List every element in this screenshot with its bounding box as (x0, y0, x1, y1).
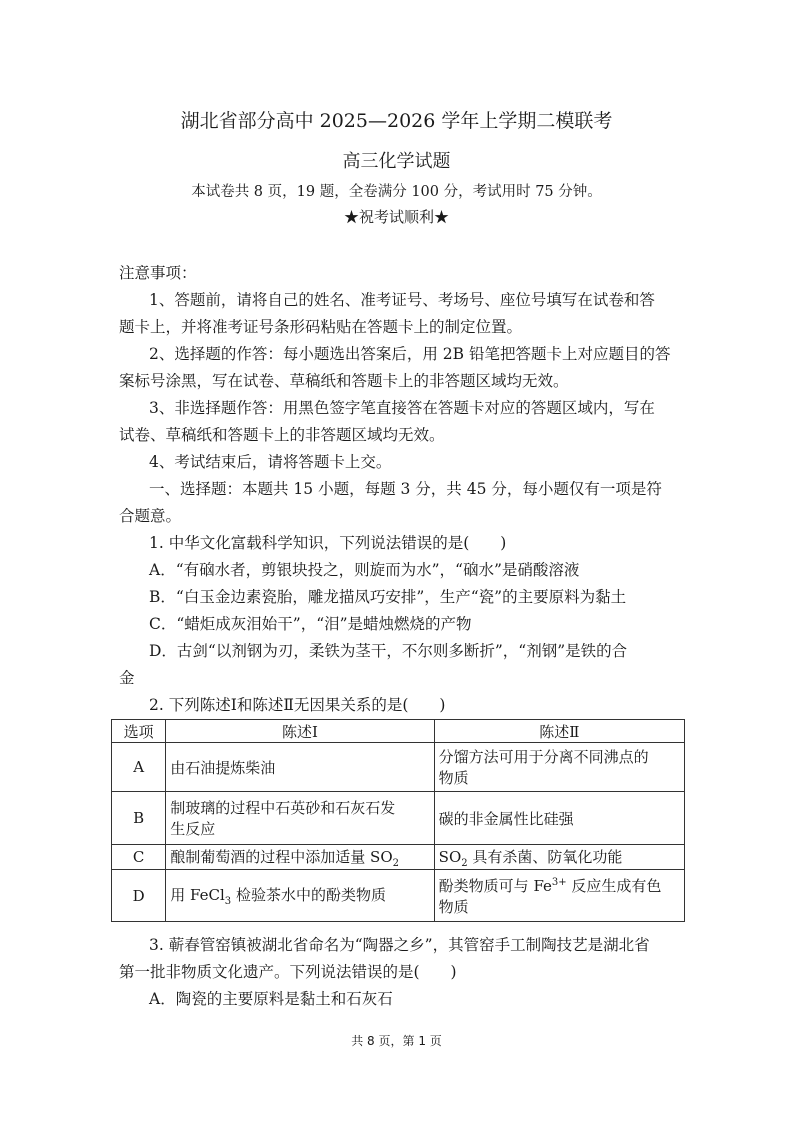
table-header-row (112, 720, 685, 743)
table-row (112, 792, 685, 845)
table-row (112, 845, 685, 870)
table-row (112, 870, 685, 922)
q2-table (111, 719, 685, 922)
q3-stem-line-1: 3. 蕲春管窑镇被湖北省命名为“陶器之乡”，其管窑手工制陶技艺是湖北省 (149, 936, 650, 954)
table-header-option: 选项 (112, 720, 166, 743)
q1-option-d-continued: 金 (119, 669, 135, 687)
table-header-statement-2: 陈述Ⅱ (434, 720, 684, 743)
row-b-statement-2: 碳的非金属性比硅强 (434, 792, 684, 845)
exam-info: 本试卷共 8 页，19 题，全卷满分 100 分，考试用时 75 分钟。 (191, 184, 602, 200)
row-a-statement-1: 由石油提炼柴油 (166, 743, 434, 792)
notice-item-1-line-1: 1、答题前，请将自己的姓名、准考证号、考场号、座位号填写在试卷和答 (149, 291, 655, 309)
row-a-option: A (112, 743, 166, 792)
table-row (112, 743, 685, 792)
q1-option-b: B．“白玉金边素瓷胎，雕龙描凤巧安排”，生产“瓷”的主要原料为黏土 (149, 588, 627, 606)
row-d-statement-2: 酚类物质可与 $Fe^{3+}$ 反应生成有色 物质 (434, 870, 684, 922)
section-heading-line-1: 一、选择题：本题共 15 小题，每题 3 分，共 45 分，每小题仅有一项是符 (149, 480, 662, 498)
row-b-option: B (112, 792, 166, 845)
table-header-statement-1: 陈述Ⅰ (166, 720, 434, 743)
exam-subtitle: 高三化学试题 (342, 151, 451, 172)
row-c-statement-1: 酿制葡萄酒的过程中添加适量 $SO_2$ (166, 845, 434, 870)
q1-option-c: C．“蜡炬成灰泪始干”，“泪”是蜡烛燃烧的产物 (149, 615, 472, 633)
notice-item-4: 4、考试结束后，请将答题卡上交。 (149, 453, 392, 471)
q1-option-d: D．古剑“以剂钢为刃，柔铁为茎干，不尔则多断折”，“剂钢”是铁的合 (149, 642, 628, 660)
notice-item-3-line-2: 试卷、草稿纸和答题卡上的非答题区域均无效。 (119, 426, 445, 444)
notice-heading: 注意事项： (119, 264, 197, 282)
q1-option-a: A．“有硇水者，剪银块投之，则旋而为水”，“硇水”是硝酸溶液 (149, 561, 580, 579)
section-heading-line-2: 合题意。 (119, 507, 182, 525)
exam-title: 湖北省部分高中 2025—2026 学年上学期二模联考 (180, 110, 613, 132)
row-c-statement-2: $SO_2$ 具有杀菌、防氧化功能 (434, 845, 684, 870)
notice-item-3-line-1: 3、非选择题作答：用黑色签字笔直接答在答题卡对应的答题区域内，写在 (149, 399, 655, 417)
notice-item-1-line-2: 题卡上，并将准考证号条形码粘贴在答题卡上的制定位置。 (119, 318, 523, 336)
row-a-statement-2: 分馏方法可用于分离不同沸点的 物质 (434, 743, 684, 792)
q3-stem-line-2: 第一批非物质文化遗产。下列说法错误的是( ) (119, 963, 457, 981)
exam-wish: ★祝考试顺利★ (343, 208, 449, 226)
q1-stem: 1. 中华文化富载科学知识，下列说法错误的是( ) (149, 534, 507, 552)
row-d-statement-1: 用 FeCl$_3$ 检验茶水中的酚类物质 (166, 870, 434, 922)
row-d-option: D (112, 870, 166, 922)
row-b-statement-1: 制玻璃的过程中石英砂和石灰石发 生反应 (166, 792, 434, 845)
page-footer: 共 8 页，第 1 页 (351, 1034, 442, 1048)
notice-item-2-line-2: 案标号涂黑，写在试卷、草稿纸和答题卡上的非答题区域均无效。 (119, 372, 569, 390)
q3-option-a: A．陶瓷的主要原料是黏土和石灰石 (149, 990, 393, 1008)
row-c-option: C (112, 845, 166, 870)
q2-stem: 2. 下列陈述Ⅰ和陈述Ⅱ无因果关系的是( ) (149, 696, 446, 714)
notice-item-2-line-1: 2、选择题的作答：每小题选出答案后，用 2B 铅笔把答题卡上对应题目的答 (149, 345, 671, 363)
